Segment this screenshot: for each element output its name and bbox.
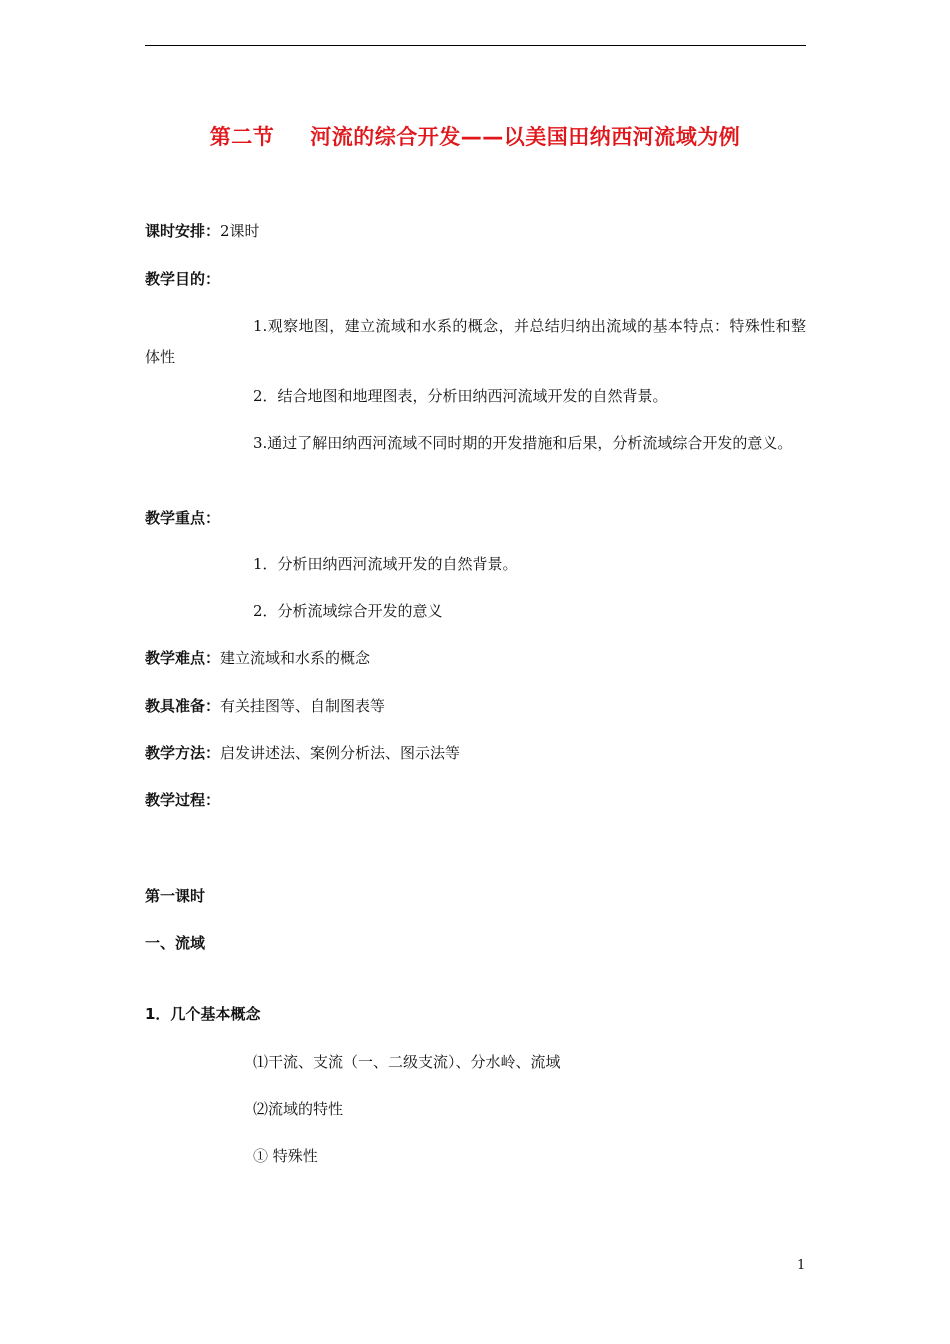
key-points-heading bbox=[145, 507, 220, 529]
schedule-value: 2课时 bbox=[220, 222, 260, 240]
title-section-number: 第二节 bbox=[209, 125, 275, 149]
page-title bbox=[0, 121, 950, 151]
difficulty-line bbox=[145, 647, 370, 669]
process-heading bbox=[145, 789, 220, 811]
methods-value: 启发讲述法、案例分析法、图示法等 bbox=[220, 744, 461, 762]
tools-line bbox=[145, 695, 385, 717]
objectives-label: 教学目的： bbox=[145, 270, 221, 288]
header-rule bbox=[145, 45, 806, 46]
schedule-line bbox=[145, 220, 260, 242]
key-point-item-2: 2．分析流域综合开发的意义 bbox=[253, 602, 443, 620]
objectives-heading bbox=[145, 268, 220, 290]
difficulty-value: 建立流域和水系的概念 bbox=[220, 649, 371, 667]
objective-item-1: 1.观察地图，建立流域和水系的概念，并总结归纳出流域的基本特点：特殊性和整体性 bbox=[145, 317, 806, 366]
concept-item-1: ⑴干流、支流（一、二级支流）、分水岭、流域 bbox=[253, 1053, 561, 1071]
process-label: 教学过程： bbox=[145, 791, 221, 809]
objective-item-3: 3.通过了解田纳西河流域不同时期的开发措施和后果，分析流域综合开发的意义。 bbox=[253, 434, 793, 452]
key-points-label: 教学重点： bbox=[145, 509, 221, 527]
page-number: 1 bbox=[797, 1258, 806, 1273]
difficulty-label: 教学难点： bbox=[145, 649, 221, 667]
objective-item-2: 2．结合地图和地理图表，分析田纳西河流域开发的自然背景。 bbox=[253, 387, 668, 405]
methods-line bbox=[145, 742, 460, 764]
tools-label: 教具准备： bbox=[145, 697, 221, 715]
concept-item-3: ① 特殊性 bbox=[253, 1147, 318, 1165]
methods-label: 教学方法： bbox=[145, 744, 221, 762]
concept-item-2: ⑵流域的特性 bbox=[253, 1100, 344, 1118]
tools-value: 有关挂图等、自制图表等 bbox=[220, 697, 386, 715]
schedule-label: 课时安排： bbox=[145, 222, 221, 240]
section-heading: 一、流域 bbox=[145, 934, 206, 952]
key-point-item-1: 1．分析田纳西河流域开发的自然背景。 bbox=[253, 555, 518, 573]
title-text: 河流的综合开发——以美国田纳西河流域为例 bbox=[310, 125, 741, 149]
subsection-heading: 1．几个基本概念 bbox=[145, 1005, 261, 1023]
lesson-title: 第一课时 bbox=[145, 887, 206, 905]
